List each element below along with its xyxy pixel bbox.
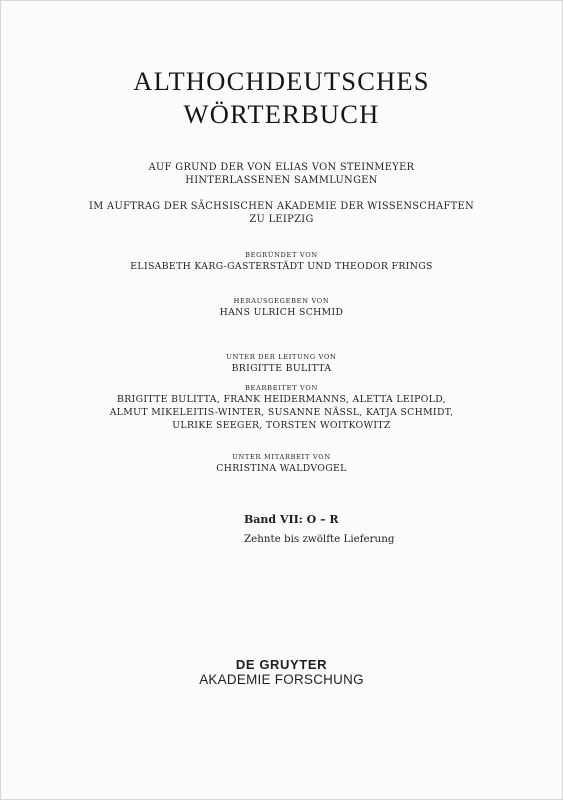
publisher-logo xyxy=(1,658,562,687)
commission-statement xyxy=(1,200,562,226)
title-line-1: ALTHOCHDEUTSCHES xyxy=(133,66,430,96)
commission-line-2: ZU LEIPZIG xyxy=(249,214,314,225)
founded-label: BEGRÜNDET VON xyxy=(245,251,318,259)
editor-block xyxy=(1,296,562,319)
title-line-2: WÖRTERBUCH xyxy=(183,99,380,129)
book-title xyxy=(1,65,562,131)
volume-band: Band VII: O – R xyxy=(244,513,339,526)
revisers-line-3: ULRIKE SEEGER, TORSTEN WOITKOWITZ xyxy=(172,420,391,431)
basis-line-1: AUF GRUND DER VON ELIAS VON STEINMEYER xyxy=(148,162,415,173)
revisers-block xyxy=(1,383,562,432)
revisers-line-2: ALMUT MIKELEITIS-WINTER, SUSANNE NÄSSL, KATJA SCHMIDT, xyxy=(109,407,454,418)
revisers-line-1: BRIGITTE BULITTA, FRANK HEIDERMANNS, ALETTA LEIPOLD, xyxy=(117,394,446,405)
commission-line-1: IM AUFTRAG DER SÄCHSISCHEN AKADEMIE DER WISSENSCHAFTEN xyxy=(88,201,474,212)
basis-statement xyxy=(1,161,562,187)
collaboration-block xyxy=(1,452,562,475)
publisher-name: DE GRUYTER xyxy=(235,657,328,672)
direction-label: UNTER DER LEITUNG VON xyxy=(226,353,337,361)
collaborator-names: CHRISTINA WALDVOGEL xyxy=(216,463,347,474)
revised-label: BEARBEITET VON xyxy=(245,384,318,392)
basis-line-2: HINTERLASSENEN SAMMLUNGEN xyxy=(185,175,378,186)
founder-names: ELISABETH KARG-GASTERSTÄDT UND THEODOR FRINGS xyxy=(130,261,433,272)
editor-names: HANS ULRICH SCHMID xyxy=(219,307,344,318)
publisher-series: AKADEMIE FORSCHUNG xyxy=(199,672,364,687)
collaboration-label: UNTER MITARBEIT VON xyxy=(232,453,331,461)
direction-block xyxy=(1,352,562,375)
volume-delivery: Zehnte bis zwölfte Lieferung xyxy=(244,533,395,545)
founders-block xyxy=(1,250,562,273)
edited-label: HERAUSGEGEBEN VON xyxy=(233,297,330,305)
director-names: BRIGITTE BULITTA xyxy=(231,363,332,374)
